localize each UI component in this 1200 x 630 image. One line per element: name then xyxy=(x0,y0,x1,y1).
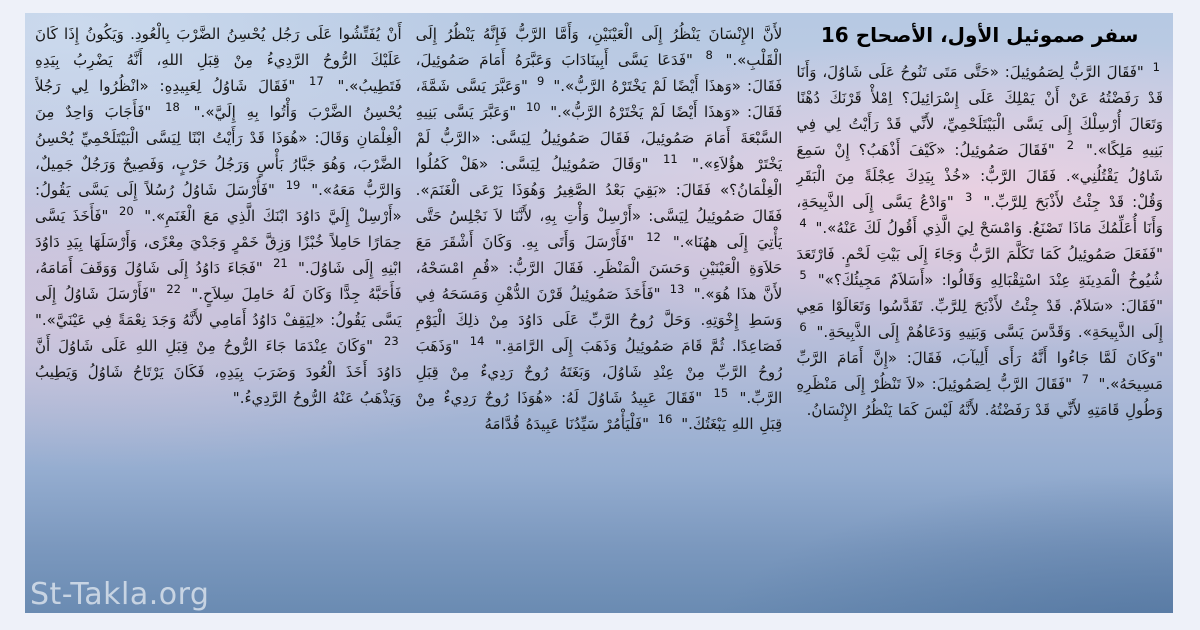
verse-number: 4 xyxy=(799,216,807,230)
verse-number: 1 xyxy=(1152,60,1160,74)
verse-number: 17 xyxy=(309,74,324,88)
verses-16-23-text: أَنْ يُفَتِّشُوا عَلَى رَجُل يُحْسِنُ الضَّرْبَ بِالْعُودِ. وَيَكُونُ إِذَا كَانَ عَلَيْكَ الرُّوحُ الرَّدِيءُ مِنْ قِبَلِ اللهِ، أَنَّهُ يَضْرِبُ بِيَدِهِ فَتَطِيبُ»." $^{17}$ "فَقَالَ شَاوُلُ لِعَبِيدِهِ: «انْظُرُوا لِي رَجُلاً يُحْسِنُ الضَّرْبَ وَأْتُوا بِهِ إِلَيَّ»." $^{18}$ "فَأَجَابَ وَاحِدٌ مِنَ الْغِلْمَانِ وَقَالَ: «هُوَذَا قَدْ رَأَيْتُ ابْنًا لِيَسَّى الْبَيْتَلَحْمِيِّ يُحْسِنُ الضَّرْبَ، وَهُوَ جَبَّارُ بَأْسٍ وَرَجُلُ حَرْبٍ، وَفَصِيحٌ وَرَجُلٌ جَمِيلٌ، وَالرَّبُّ مَعَهُ»." $^{19}$ "فَأَرْسَلَ شَاوُلُ رُسُلاً إِلَى يَسَّى يَقُولُ: «أَرْسِلْ إِلَيَّ دَاوُدَ ابْنَكَ الَّذِي مَعَ الْغَنَمِ»." $^{20}$ "فَأَخَذَ يَسَّى حِمَارًا حَامِلاً خُبْزًا وَزِقَّ خَمْرٍ وَجَدْيَ مِعْزًى، وَأَرْسَلَهَا بِيَدِ دَاوُدَ ابْنِهِ إِلَى شَاوُلَ." $^{21}$ "فَجَاءَ دَاوُدُ إِلَى شَاوُلَ وَوَقَفَ أَمَامَهُ، فَأَحَبَّهُ جِدًّا وَكَانَ لَهُ حَامِلَ سِلاَحٍ." $^{22}$ "فَأَرْسَلَ شَاوُلُ إِلَى يَسَّى يَقُولُ: «لِيَقِفْ دَاوُدُ أَمَامِي لأَنَّهُ وَجَدَ نِعْمَةً فِي عَيْنَيَّ»." $^{23}$ "وَكَانَ عِنْدَمَا جَاءَ الرُّوحُ مِنْ قِبَلِ اللهِ عَلَى شَاوُلَ أَنَّ دَاوُدَ أَخَذَ الْعُودَ وَضَرَبَ بِيَدِهِ، فَكَانَ يَرْتَاحُ شَاوُلُ وَيَطِيبُ وَيَذْهَبُ عَنْهُ الرُّوحُ الرَّدِيءُ." xyxy=(34,25,402,407)
verse-number: 9 xyxy=(536,74,545,88)
verse-number: 18 xyxy=(165,100,180,114)
verse-number: 5 xyxy=(799,268,807,282)
bible-text-panel xyxy=(25,13,1173,613)
verse-number: 22 xyxy=(166,282,181,296)
column-right xyxy=(796,21,1163,605)
verses-7-16-text: لأَنَّ الإِنْسَانَ يَنْظُرُ إِلَى الْعَيْنَيْنِ، وَأَمَّا الرَّبُّ فَإِنَّهُ يَنْظُرُ إِلَى الْقَلْبِ»." $^8$ "فَدَعَا يَسَّى أَبِينَادَابَ وَعَبَّرَهُ أَمَامَ صَمُوئِيلَ، فَقَالَ: «وَهذَا أَيْضًا لَمْ يَخْتَرْهُ الرَّبُّ»." $^9$ "وَعَبَّرَ يَسَّى شَمَّةَ، فَقَالَ: «وَهذَا أَيْضًا لَمْ يَخْتَرْهُ الرَّبُّ»." $^{10}$ "وَعَبَّرَ يَسَّى بَنِيهِ السَّبْعَةَ أَمَامَ صَمُوئِيلَ، فَقَالَ صَمُوئِيلُ لِيَسَّى: «الرَّبُّ لَمْ يَخْتَرْ هؤُلاَءِ»." $^{11}$ "وَقَالَ صَمُوئِيلُ لِيَسَّى: «هَلْ كَمُلُوا الْغِلْمَانُ؟» فَقَالَ: «بَقِيَ بَعْدُ الصَّغِيرُ وَهُوَذَا يَرْعَى الْغَنَمَ». فَقَالَ صَمُوئِيلُ لِيَسَّى: «أَرْسِلْ وَأْتِ بِهِ، لأَنَّنَا لاَ نَجْلِسُ حَتَّى يَأْتِيَ إِلَى ههُنَا»." $^{12}$ "فَأَرْسَلَ وَأَتَى بِهِ. وَكَانَ أَشْقَرَ مَعَ حَلاَوَةِ الْعَيْنَيْنِ وَحَسَنَ الْمَنْظَرِ. فَقَالَ الرَّبُّ: «قُمِ امْسَحْهُ، لأَنَّ هذَا هُوَ»." $^{13}$ "فَأَخَذَ صَمُوئِيلُ قَرْنَ الدُّهْنِ وَمَسَحَهُ فِي وَسَطِ إِخْوَتِهِ. وَحَلَّ رُوحُ الرَّبِّ عَلَى دَاوُدَ مِنْ ذلِكَ الْيَوْمِ فَصَاعِدًا. ثُمَّ قَامَ صَمُوئِيلُ وَذَهَبَ إِلَى الرَّامَةِ." $^{14}$ "وَذَهَبَ رُوحُ الرَّبِّ مِنْ عِنْدِ شَاوُلَ، وَبَغَتَهُ رُوحٌ رَدِيءٌ مِنْ قِبَلِ الرَّبِّ." $^{15}$ "فَقَالَ عَبِيدُ شَاوُلَ لَهُ: «هُوَذَا رُوحٌ رَدِيءٌ مِنْ قِبَلِ اللهِ يَبْغَتُكَ." $^{16}$ "فَلْيَأْمُرْ سَيِّدُنَا عَبِيدَهُ قُدَّامَهُ xyxy=(415,25,783,433)
verses-1-7-text: $^1$ "فَقَالَ الرَّبُّ لِصَمُوئِيلَ: «حَتَّى مَتَى تَنُوحُ عَلَى شَاوُلَ، وَأَنَا قَدْ رَفَضْتُهُ عَنْ أَنْ يَمْلِكَ عَلَى إِسْرَائِيلَ؟ اِمْلأْ قَرْنَكَ دُهْنًا وَتَعَالَ أُرْسِلْكَ إِلَى يَسَّى الْبَيْتَلَحْمِيِّ، لأَنِّي قَدْ رَأَيْتُ لِي فِي بَنِيهِ مَلِكًا»." $^2$ "فَقَالَ صَمُوئِيلُ: «كَيْفَ أَذْهَبُ؟ إِنْ سَمِعَ شَاوُلُ يَقْتُلُنِي». فَقَالَ الرَّبُّ: «خُذْ بِيَدِكَ عِجْلَةً مِنَ الْبَقَرِ وَقُلْ: قَدْ جِئْتُ لأَذْبَحَ لِلرَّبِّ." $^3$ "وَادْعُ يَسَّى إِلَى الذَّبِيحَةِ، وَأَنَا أُعَلِّمُكَ مَاذَا تَصْنَعُ. وَامْسَحْ لِيَ الَّذِي أَقُولُ لَكَ عَنْهُ»." $^4$ "فَفَعَلَ صَمُوئِيلُ كَمَا تَكَلَّمَ الرَّبُّ وَجَاءَ إِلَى بَيْتِ لَحْمٍ. فَارْتَعَدَ شُيُوخُ الْمَدِينَةِ عِنْدَ اسْتِقْبَالِهِ وَقَالُوا: «أَسَلاَمٌ مَجِيئُكَ؟»" $^5$ "فَقَالَ: «سَلاَمٌ. قَدْ جِئْتُ لأَذْبَحَ لِلرَّبِّ. تَقَدَّسُوا وَتَعَالَوْا مَعِي إِلَى الذَّبِيحَةِ». وَقَدَّسَ يَسَّى وَبَنِيهِ وَدَعَاهُمْ إِلَى الذَّبِيحَةِ." $^6$ "وَكَانَ لَمَّا جَاءُوا أَنَّهُ رَأَى أَلِيآبَ، فَقَالَ: «إِنَّ أَمَامَ الرَّبِّ مَسِيحَهُ»." $^7$ "فَقَالَ الرَّبُّ لِصَمُوئِيلَ: «لاَ تَنْظُرْ إِلَى مَنْظَرِهِ وَطُولِ قَامَتِهِ لأَنِّي قَدْ رَفَضْتُهُ. لأَنَّهُ لَيْسَ كَمَا يَنْظُرُ الإِنْسَانُ. xyxy=(796,60,1163,419)
column-middle xyxy=(416,21,783,605)
verse-number: 21 xyxy=(273,256,288,270)
chapter-title: سفر صموئيل الأول، الأصحاح 16 xyxy=(820,23,1139,47)
verse-number: 23 xyxy=(384,334,399,348)
watermark-st-takla: St-Takla.org xyxy=(30,577,210,612)
verse-number: 11 xyxy=(663,152,678,166)
verse-number: 6 xyxy=(799,320,807,334)
verse-number: 10 xyxy=(525,100,541,114)
verse-number: 8 xyxy=(705,48,713,62)
verse-number: 2 xyxy=(1066,138,1075,152)
verse-number: 20 xyxy=(119,204,134,218)
verse-number: 12 xyxy=(646,230,661,244)
column-left xyxy=(35,21,402,605)
text-columns xyxy=(35,21,1163,605)
verse-number: 13 xyxy=(669,282,685,296)
verse-number: 7 xyxy=(1081,372,1089,386)
verse-number: 16 xyxy=(657,412,673,426)
verse-number: 3 xyxy=(964,190,973,204)
verse-number: 14 xyxy=(469,334,485,348)
verse-number: 15 xyxy=(713,386,729,400)
verse-number: 19 xyxy=(285,178,301,192)
